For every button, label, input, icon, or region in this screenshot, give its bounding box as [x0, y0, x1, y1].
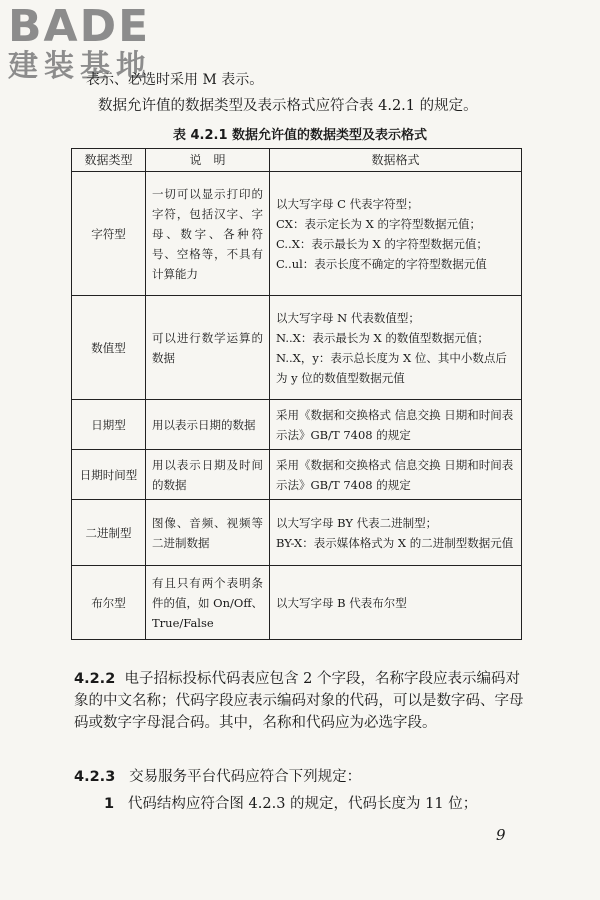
- format-line: C..ul：表示长度不确定的字符型数据元值: [276, 256, 487, 271]
- cell-type: 数值型: [72, 296, 146, 400]
- cell-format: [270, 450, 522, 500]
- table-row: [72, 172, 522, 296]
- cell-format: [270, 296, 522, 400]
- table-caption: 表 4.2.1 数据允许值的数据类型及表示格式: [172, 128, 428, 143]
- clause-text: 交易服务平台代码应符合下列规定：: [129, 769, 362, 785]
- clause-number: 4.2.3: [74, 769, 116, 785]
- cell-type: 日期型: [72, 400, 146, 450]
- table-row: [72, 400, 522, 450]
- logo-subtitle: 建装基地: [8, 49, 152, 84]
- cell-description: 用以表示日期的数据: [146, 400, 270, 450]
- table-row: [72, 500, 522, 566]
- table-row: [72, 296, 522, 400]
- item-text: 代码结构应符合图 4.2.3 的规定，代码长度为 11 位；: [127, 796, 478, 812]
- item-number: 1: [104, 796, 115, 812]
- format-line: N..X：表示最长为 X 的数值型数据元值；: [276, 330, 489, 345]
- format-line: 以大写字母 N 代表数值型；: [276, 310, 420, 325]
- cell-type: 二进制型: [72, 500, 146, 566]
- clause-4-2-2: [74, 668, 526, 734]
- cell-description: 一切可以显示打印的字符，包括汉字、字母、数字、各种符号、空格等，不具有计算能力: [146, 172, 270, 296]
- cell-description: 有且只有两个表明条件的值，如 On/Off、True/False: [146, 566, 270, 640]
- header-format: 数据格式: [270, 149, 522, 172]
- clause-4-2-3: [74, 766, 526, 788]
- format-line: 以大写字母 B 代表布尔型: [276, 595, 407, 610]
- format-line: 以大写字母 C 代表字符型；: [276, 196, 419, 211]
- clause-text: 电子招标投标代码表应包含 2 个字段，名称字段应表示编码对象的中文名称；代码字段应表示编码对象的代码，可以是数字码、字母码或数字字母混合码。其中，名称和代码应为必选字段。: [74, 671, 524, 731]
- cell-type: 日期时间型: [72, 450, 146, 500]
- cell-description: 可以进行数学运算的数据: [146, 296, 270, 400]
- table-row: [72, 566, 522, 640]
- list-item-1: [104, 793, 524, 815]
- cell-description: 图像、音频、视频等二进制数据: [146, 500, 270, 566]
- cell-format: [270, 400, 522, 450]
- table-header-row: [72, 149, 522, 172]
- header-desc: 说 明: [146, 149, 270, 172]
- format-line: 采用《数据和交换格式 信息交换 日期和时间表示法》GB/T 7408 的规定: [276, 457, 514, 492]
- format-line: N..X，y：表示总长度为 X 位、其中小数点后为 y 位的数值型数据元值: [276, 350, 507, 385]
- intro-line-2: 数据允许值的数据类型及表示格式应符合表 4.2.1 的规定。: [98, 98, 478, 114]
- format-line: CX：表示定长为 X 的字符型数据元值；: [276, 216, 481, 231]
- table-row: [72, 450, 522, 500]
- format-line: BY-X：表示媒体格式为 X 的二进制型数据元值: [276, 535, 514, 550]
- format-line: C..X：表示最长为 X 的字符型数据元值；: [276, 236, 488, 251]
- logo-wordmark: BADE: [8, 1, 151, 52]
- cell-type: 布尔型: [72, 566, 146, 640]
- data-type-table: [71, 148, 522, 640]
- intro-line-1: 表示、必选时采用 M 表示。: [86, 72, 264, 88]
- format-line: 采用《数据和交换格式 信息交换 日期和时间表示法》GB/T 7408 的规定: [276, 407, 514, 442]
- cell-format: [270, 500, 522, 566]
- cell-type: 字符型: [72, 172, 146, 296]
- cell-description: 用以表示日期及时间的数据: [146, 450, 270, 500]
- cell-format: [270, 172, 522, 296]
- page-number: 9: [496, 826, 506, 844]
- clause-number: 4.2.2: [74, 671, 116, 687]
- header-type: 数据类型: [72, 149, 146, 172]
- cell-format: [270, 566, 522, 640]
- format-line: 以大写字母 BY 代表二进制型；: [276, 515, 438, 530]
